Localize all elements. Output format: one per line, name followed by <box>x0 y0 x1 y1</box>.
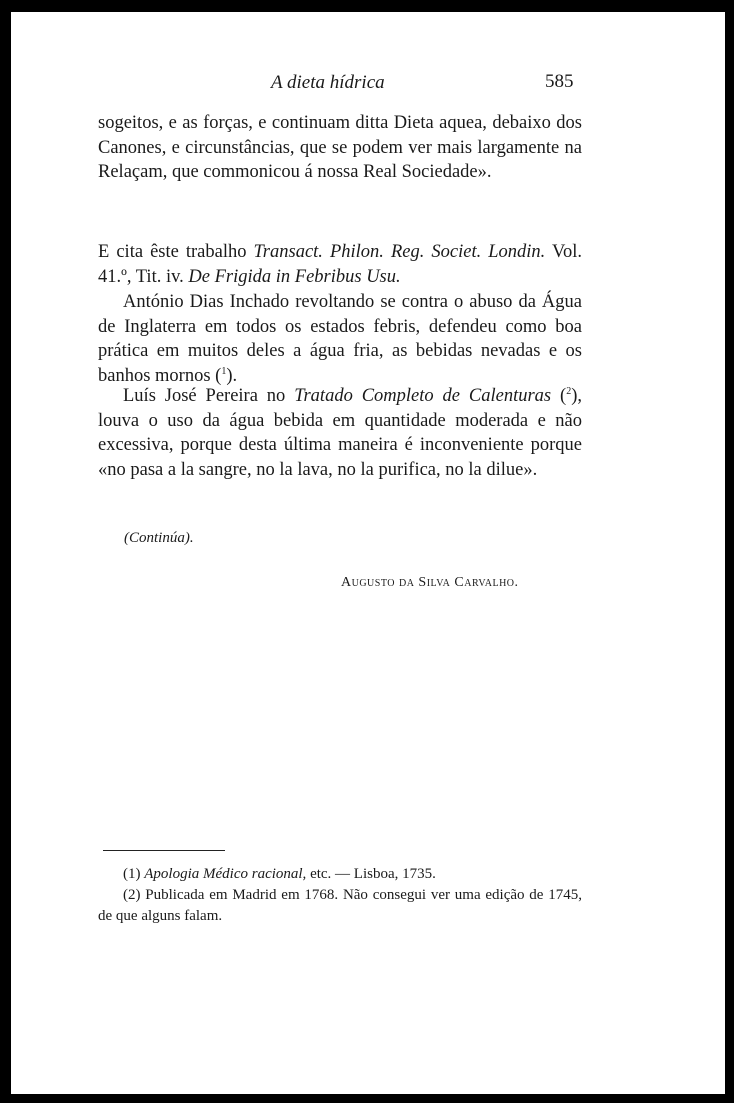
paragraph-4 <box>98 384 582 482</box>
document-page <box>11 12 725 1094</box>
footnote-1-title: Apologia Médico racional, <box>144 866 307 882</box>
paragraph-4-work-title: Tratado Completo de Calenturas <box>294 386 552 406</box>
paragraph-4-rest: ), louva o uso da água bebida em quantidade moderada e não excessiva, porque desta última maneira é inconveniente porque «no pasa a la sangre, no la lava, no la purifica, no la dilue». <box>98 386 582 480</box>
paragraph-3-end: ). <box>226 365 238 386</box>
footnote-2 <box>98 885 582 927</box>
paragraph-1 <box>98 111 582 185</box>
paragraph-4-start: Luís José Pereira no <box>123 386 295 406</box>
paragraph-2-work-title: De Frigida in Febribus Usu. <box>188 266 401 287</box>
paragraph-2-volume: Vol. 41.º, Tit. iv. <box>98 242 582 287</box>
footnote-ref-1: 1 <box>221 365 227 377</box>
footnote-2-text: Publicada em Madrid em 1768. Não consegui ver uma edição de 1745, de que alguns falam. <box>98 887 583 924</box>
footnote-1 <box>98 864 582 885</box>
footnote-ref-2: 2 <box>566 385 572 397</box>
paragraph-3 <box>98 290 582 388</box>
footnote-separator <box>103 850 225 851</box>
footnote-2-mark: (2) <box>123 887 141 903</box>
page-header <box>11 72 725 102</box>
paragraph-3-text: António Dias Inchado revoltando se contra o abuso da Água de Inglaterra em todos os estados febris, defendeu como boa prática em muitos deles a água fria, as bebidas nevadas e os banhos mornos ( <box>98 292 582 386</box>
author-signature: Augusto da Silva Carvalho. <box>341 575 519 590</box>
continued-note: (Continúa). <box>124 530 194 546</box>
footnotes <box>98 864 582 927</box>
footnote-1-rest: etc. — Lisboa, 1735. <box>306 866 436 882</box>
footnote-1-mark: (1) <box>123 866 141 882</box>
running-title: A dieta hídrica <box>271 72 385 93</box>
paragraph-2 <box>98 240 582 289</box>
page-number: 585 <box>545 71 574 92</box>
paragraph-4-open: ( <box>551 386 567 406</box>
paragraph-2-start: E cita êste trabalho <box>98 242 254 262</box>
paragraph-1-text: sogeitos, e as forças, e continuam ditta Dieta aquea, debaixo dos Canones, e circunstâncias, que se podem ver mais largamente na Relaçam, que commonicou á nossa Real Sociedade». <box>98 113 582 182</box>
paragraph-2-citation: Transact. Philon. Reg. Societ. Londin. <box>253 242 546 262</box>
